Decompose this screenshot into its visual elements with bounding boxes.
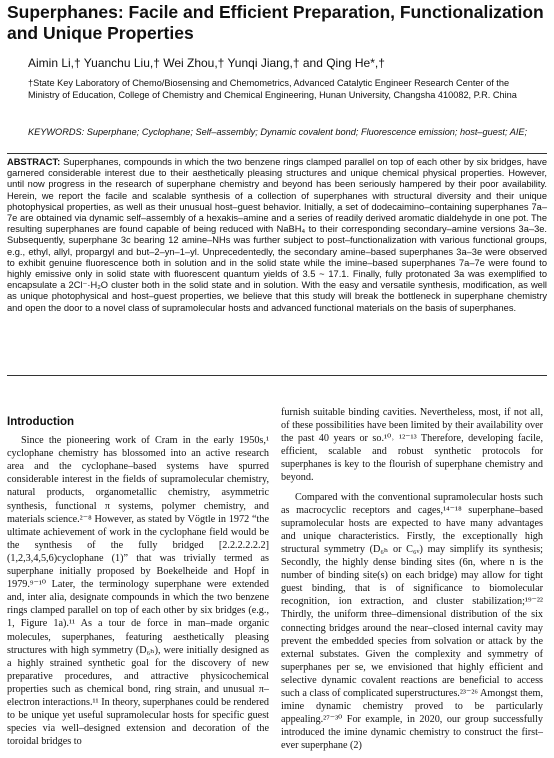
author-list: Aimin Li,† Yuanchu Liu,† Wei Zhou,† Yunqi Jiang,† and Qing He*,† — [28, 56, 385, 70]
right-column — [281, 406, 543, 758]
intro-paragraph-1: Since the pioneering work of Cram in the early 1950s,¹ cyclophane chemistry has blossomed into an active research area and the cyclophane–based systems have spurred considerable interest in the fields of supramolecular chemistry, natural products, organometallic chemistry, asymmetric synthesis, functional π systems, polymer chemistry, and materials science.²⁻⁸ However, as stated by Vögtle in 1972 “the ultimate achievement of work in the cyclophane field would be the synthesis of the fully bridged [2.2.2.2.2.2](1,2,3,4,5,6)cyclophane (1)” that was trivially termed as superphane initially proposed by Boekelheide and Hopf in 1979.⁹⁻¹⁰ Later, the terminology superphane were extended and, inter alia, designate compounds in which the two benzene rings clamped parallel on top of each other by six bridges (e.g., 1, Figure 1a).¹¹ As a tour de force in man–made organic molecules, superphanes, featuring aesthetically pleasing structures with high symmetry (D₆ₕ), were initially designed as a highly strained synthetic goal for the discovery of new preparative procedures, and attractive physicochemical properties such as chemical bond, ring strain, and unusual π–electron interactions.¹¹ In theory, superphanes could be rendered to be unique yet useful supramolecular hosts for specific guest species via well–designed extension and decoration of the toroidal bridges to — [7, 435, 269, 748]
left-column — [7, 416, 269, 754]
affiliation: †State Key Laboratory of Chemo/Biosensing and Chemometrics, Advanced Catalytic Engineer Research Center of the Ministry of Education, College of Chemistry and Chemical Engineering, Hunan University, Changsha 410082, P.R. China — [28, 78, 517, 100]
abstract-label: ABSTRACT: — [7, 157, 61, 167]
abstract — [7, 157, 547, 314]
intro-paragraph-2: Compared with the conventional supramolecular hosts such as macrocyclic receptors and cages,¹⁴⁻¹⁸ superphane–based supramolecular hosts are expected to have many advantages and unique characteristics. Firstly, the exceptionally high structural symmetry (D₆ₕ or C₆ᵥ) may simplify its synthesis; Secondly, the highly dense binding sites (6n, where n is the number of binding site(s) on each bridge) may allow for tight guest binding, that is of significance to biomolecular recognition, ion extraction, and cluster stabilization;¹⁹⁻²² Thirdly, the uniform three–dimensional distribution of the six connecting bridges around the near–closed internal cavity may prevent the embedded species from solvation or attack by the external substates. Given the complexity and symmetry of superphanes per se, we envisioned that highly efficient and selective dynamic covalent reactions are beneficial to access such a class of complicated superstructures.²³⁻²⁶ Amongst them, imine dynamic chemistry proved to be particularly appealing.²⁷⁻³⁰ For example, in 2020, our group successfully introduced the imine dynamic chemistry to construct the first–ever superphane (2) — [281, 491, 543, 752]
paper-title: Superphanes: Facile and Efficient Preparation, Functionalization and Unique Properties — [7, 2, 544, 43]
section-heading-introduction: Introduction — [7, 416, 75, 428]
abstract-top-rule — [7, 153, 547, 154]
keywords: KEYWORDS: Superphane; Cyclophane; Self–assembly; Dynamic covalent bond; Fluorescence emission; host–guest; AIE; — [28, 127, 528, 137]
abstract-bottom-rule — [7, 375, 547, 376]
intro-paragraph-continued: furnish suitable binding cavities. Nevertheless, most, if not all, of these possibilities have been limited by their availability over the past 40 years or so.¹⁰˒ ¹²⁻¹³ Therefore, developing facile, efficient, scalable and robust synthetic protocols for superphanes is key to the flourish of superphane chemistry and beyond. — [281, 407, 543, 484]
abstract-text: Superphanes, compounds in which the two benzene rings clamped parallel on top of each other by six bridges, have garnered considerable interest due to their aesthetically pleasing structures and unique chemical physical properties. However, until now progress in the research of superphane chemistry and beyond has been seriously hampered by their poor availability. Herein, we report the facile and scalable synthesis of a collection of superphanes with structural diversity and their unique photophysical properties, as well as their unusual host–guest behavior. Initially, a set of dodecaimino–containing superphanes 7a–7e are obtained via dynamic self–assembly of a hexakis–amine and a series of readily derived aromatic dialdehyde in one pot. The resulting superphanes are found capable of being reduced with NaBH₄ to their corresponding secondary–amine versions 3a–3e. Subsequently, superphane 3c bearing 12 amine–NHs was further subject to post–functionalization with various functional groups, e.g., ethyl, allyl, propargyl and but–2–yn–1–yl. Unprecedentedly, the secondary amine–based superphanes 3a–3e were observed to exhibit genuine fluorescence both in solution and in the solid state while the imine–based superphanes 7a–7e were found to highly emissive only in solid state with fluorescent quantum yields of 3.5 ~ 17.1. Finally, fully protonated 3a was exemplified to encapsulate a 2Cl⁻·H₂O cluster both in the solid state and in solution. With the easy and versatile synthesis, modification, as well as unique photophysical and host–guest properties, we believe that this study will break the bottleneck in superphane chemistry and open the door to a novel class of supramolecular hosts and advanced functional materials on the basis of superphanes. — [7, 157, 547, 313]
